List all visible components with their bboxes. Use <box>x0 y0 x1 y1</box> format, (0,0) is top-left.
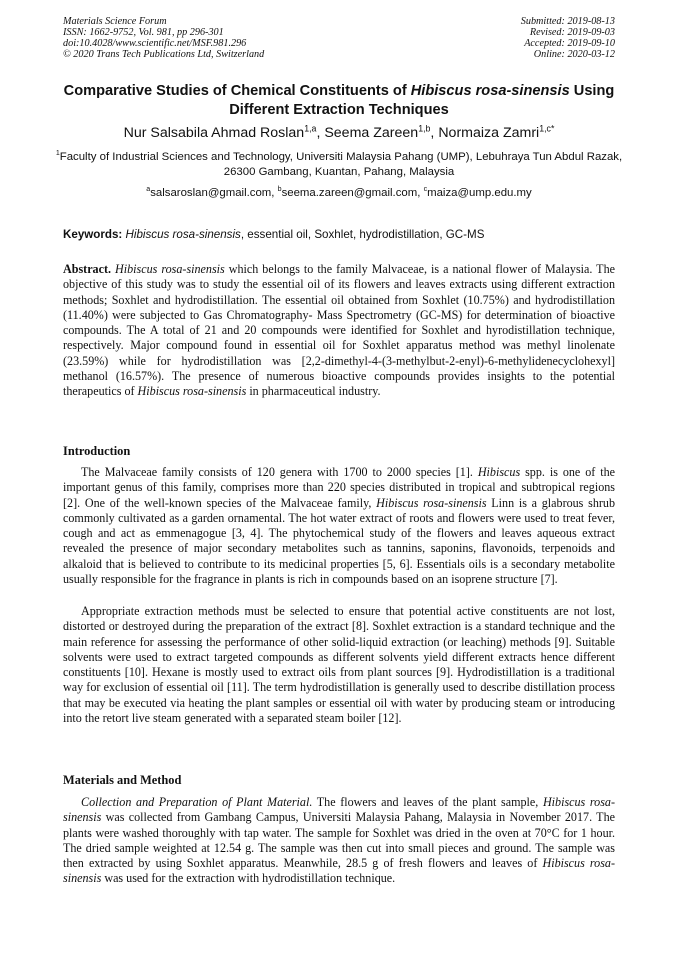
methods-subheading: Collection and Preparation of Plant Material. <box>81 795 313 809</box>
keywords-label: Keywords: <box>63 228 123 241</box>
revised-date: Revised: 2019-09-03 <box>529 27 615 38</box>
dates-header <box>521 16 615 60</box>
keyword-species: Hibiscus rosa-sinensis <box>125 228 241 241</box>
methods-paragraph <box>63 795 615 887</box>
keywords <box>63 227 615 242</box>
author-affil-mark: 1,b <box>418 123 431 134</box>
email-address[interactable]: seema.zareen@gmail.com <box>281 187 418 199</box>
submitted-date: Submitted: 2019-08-13 <box>520 16 615 27</box>
methods-species: Hibiscus rosa-sinensis <box>63 795 615 825</box>
abstract-text-end: in pharmaceutical industry. <box>246 384 381 399</box>
abstract-species: Hibiscus rosa-sinensis <box>137 384 247 399</box>
introduction-heading: Introduction <box>63 444 131 458</box>
email-address[interactable]: salsaroslan@gmail.com <box>150 187 272 199</box>
methods-species: Hibiscus rosa-sinensis <box>63 856 616 886</box>
email-mark: c <box>423 186 428 194</box>
copyright-line: © 2020 Trans Tech Publications Ltd, Switzerland <box>63 49 265 60</box>
affiliation <box>40 150 638 180</box>
doi-line: doi:10.4028/www.scientific.net/MSF.981.296 <box>63 38 247 49</box>
intro-genus: Hibiscus <box>477 465 521 479</box>
methods-text: The flowers and leaves of the plant sample, <box>312 795 543 809</box>
journal-header <box>63 16 264 60</box>
author-separator: , <box>430 125 439 141</box>
abstract-text: which belongs to the family Malvaceae, is a national flower of Malaysia. The objective of this study was to study the essential oil of its flowers and leaves extracts using different extraction methods; Soxhlet and hydrodistillation. The essential oil obtained from Soxhlet (10.75%) and hydrodistillation (11.40%) were subjected to Gas Chromatography- Mass Spectrometry (GC-MS) for determination of bioactive compounds. The A total of 21 and 20 compounds were identified for Soxhlet and hyrodistillation technique, respectively. Major compound found in essential oil for Soxhlet apparatus method was methyl linolenate (23.59%) while for hydrodistillation was [2,2-dimethyl-4-(3-methylbut-2-enyl)-6-methylidenecyclohexyl] methanol (16.57%). The presence of numerous bioactive compounds provides insights to the potential therapeutics of <box>63 262 615 399</box>
intro-text: spp. is one of the important genus of this family, comprises more than 220 species distributed in tropical and subtropical regions [2]. One of the well-known species of the Malvaceae family, <box>63 465 615 510</box>
author-affil-mark: 1,c* <box>539 123 555 134</box>
author-affil-mark: 1,a <box>304 123 317 134</box>
author-name: Nur Salsabila Ahmad Roslan <box>123 125 305 141</box>
title-text-1: Comparative Studies of Chemical Constituents of <box>63 83 411 99</box>
intro-text: Linn is a glabrous shrub commonly cultivated as a garden ornamental. The hot water extract of roots and flowers were used to treat fever, cough and act as emmenagogue [3, 4]. The phytochemical study of the flowers and leaves aqueous extract revealed the presence of major secondary metabolites such as tannins, saponins, flavonoids, terpenoids and alkaloid that is believed to contribute to its medicinal properties [5, 6]. Essentials oils is a secondary metabolite usually responsible for the fragrance in plants is rich in compounds based on an isoprene structure [7]. <box>63 495 615 587</box>
author-name: Normaiza Zamri <box>438 125 540 141</box>
journal-name: Materials Science Forum <box>63 16 167 27</box>
intro-text: The Malvaceae family consists of 120 genera with 1700 to 2000 species [1]. <box>81 465 478 479</box>
abstract <box>63 262 615 400</box>
title-species: Hibiscus rosa-sinensis <box>410 83 570 99</box>
paper-title <box>40 82 638 120</box>
email-list <box>40 186 638 201</box>
accepted-date: Accepted: 2019-09-10 <box>524 38 615 49</box>
email-separator: , <box>417 187 424 199</box>
abstract-species: Hibiscus rosa-sinensis <box>115 262 225 276</box>
intro-species: Hibiscus rosa-sinensis <box>376 495 487 510</box>
affiliation-text: Faculty of Industrial Sciences and Technology, Universiti Malaysia Pahang (UMP), Lebuhraya Tun Abdul Razak, 26300 Gambang, Kuantan, Pahang, Malaysia <box>59 151 623 178</box>
email-separator: , <box>271 187 278 199</box>
abstract-label: Abstract. <box>63 262 112 276</box>
issn-line: ISSN: 1662-9752, Vol. 981, pp 296-301 <box>63 27 224 38</box>
online-date: Online: 2020-03-12 <box>533 49 615 60</box>
email-mark: b <box>277 186 282 194</box>
methods-text: was collected from Gambang Campus, Universiti Malaysia Pahang, Malaysia in November 2017. The plants were washed thoroughly with tap water. The sample for Soxhlet was dried in the oven at 70°C for 1 hour. The dried sample weighted at 12.54 g. The sample was then cut into small pieces and ground. The sample was then extracted by using Soxhlet apparatus. Meanwhile, 28.5 g of fresh flowers and leaves of <box>63 810 615 871</box>
introduction-paragraph-1 <box>63 465 615 587</box>
keywords-rest: , essential oil, Soxhlet, hydrodistillation, GC-MS <box>240 228 485 241</box>
email-address[interactable]: maiza@ump.edu.my <box>427 187 532 199</box>
author-separator: , <box>316 125 325 141</box>
email-mark: a <box>146 186 151 194</box>
affiliation-mark: 1 <box>55 150 60 158</box>
author-name: Seema Zareen <box>324 125 419 141</box>
author-list <box>30 124 648 142</box>
methods-heading: Materials and Method <box>63 773 182 787</box>
methods-text: was used for the extraction with hydrodistillation technique. <box>101 871 396 886</box>
title-text-2: Using Different Extraction Techniques <box>229 83 615 118</box>
introduction-paragraph-2: Appropriate extraction methods must be selected to ensure that potential active constituents are not lost, distorted or destroyed during the preparation of the extract [8]. Soxhlet extraction is a standard technique and the main reference for assessing the performance of other solid-liquid extraction (or leaching) methods [9]. Suitable solvents were used to extract targeted compounds as different solvents yield different extracts hence different constituents [10]. Hexane is mostly used to extract oils from plant sources [9]. Hydrodistillation is a traditional way for exclusion of essential oil [11]. The term hydrodistillation is generally used to describe distillation process that may be executed via heating the plant samples or essential oil with water by producing steam or introducing into the retort live steam generated with a separated steam boiler [12]. <box>63 604 615 726</box>
